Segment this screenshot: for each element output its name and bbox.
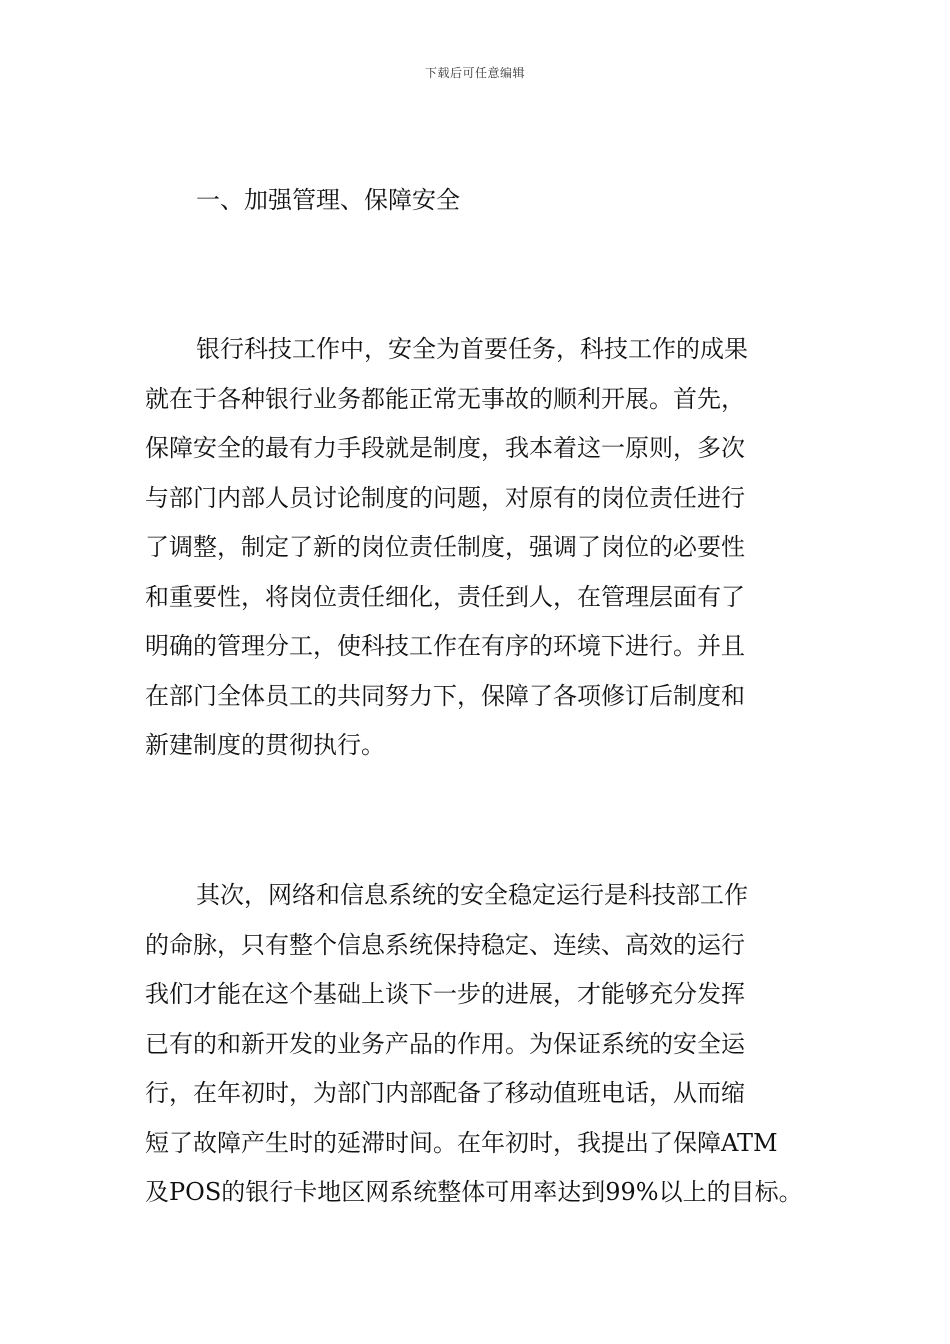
paragraph-line: 和重要性，将岗位责任细化，责任到人，在管理层面有了 xyxy=(145,582,745,611)
paragraph-line: 已有的和新开发的业务产品的作用。为保证系统的安全运 xyxy=(145,1029,745,1058)
paragraph-line: 了调整，制定了新的岗位责任制度，强调了岗位的必要性 xyxy=(145,533,745,561)
paragraph-line: 在部门全体员工的共同努力下，保障了各项修订后制度和 xyxy=(145,681,745,710)
paragraph-network-security xyxy=(145,871,815,1218)
paragraph-line: 保障安全的最有力手段就是制度，我本着这一原则，多次 xyxy=(145,434,745,462)
paragraph-line: 就在于各种银行业务都能正常无事故的顺利开展。首先， xyxy=(145,384,745,413)
page-header-note: 下载后可任意编辑 xyxy=(424,66,525,80)
paragraph-line: 明确的管理分工，使科技工作在有序的环境下进行。并且 xyxy=(145,632,745,660)
paragraph-line: 银行科技工作中，安全为首要任务，科技工作的成果 xyxy=(196,335,748,363)
paragraph-line: 我们才能在这个基础上谈下一步的进展，才能够充分发挥 xyxy=(145,980,745,1008)
paragraph-line: 行，在年初时，为部门内部配备了移动值班电话，从而缩 xyxy=(145,1079,745,1107)
paragraph-line: 的命脉，只有整个信息系统保持稳定、连续、高效的运行 xyxy=(145,930,745,959)
paragraph-management xyxy=(145,325,815,771)
paragraph-line: 与部门内部人员讨论制度的问题，对原有的岗位责任进行 xyxy=(145,483,745,512)
section-heading: 一、加强管理、保障安全 xyxy=(196,186,460,214)
paragraph-line: 其次，网络和信息系统的安全稳定运行是科技部工作 xyxy=(196,881,748,909)
paragraph-line: 短了故障产生时的延滞时间。在年初时，我提出了保障ATM xyxy=(145,1128,778,1157)
paragraph-line: 新建制度的贯彻执行。 xyxy=(145,731,385,759)
paragraph-line: 及POS的银行卡地区网系统整体可用率达到99%以上的目标。 xyxy=(145,1178,803,1206)
